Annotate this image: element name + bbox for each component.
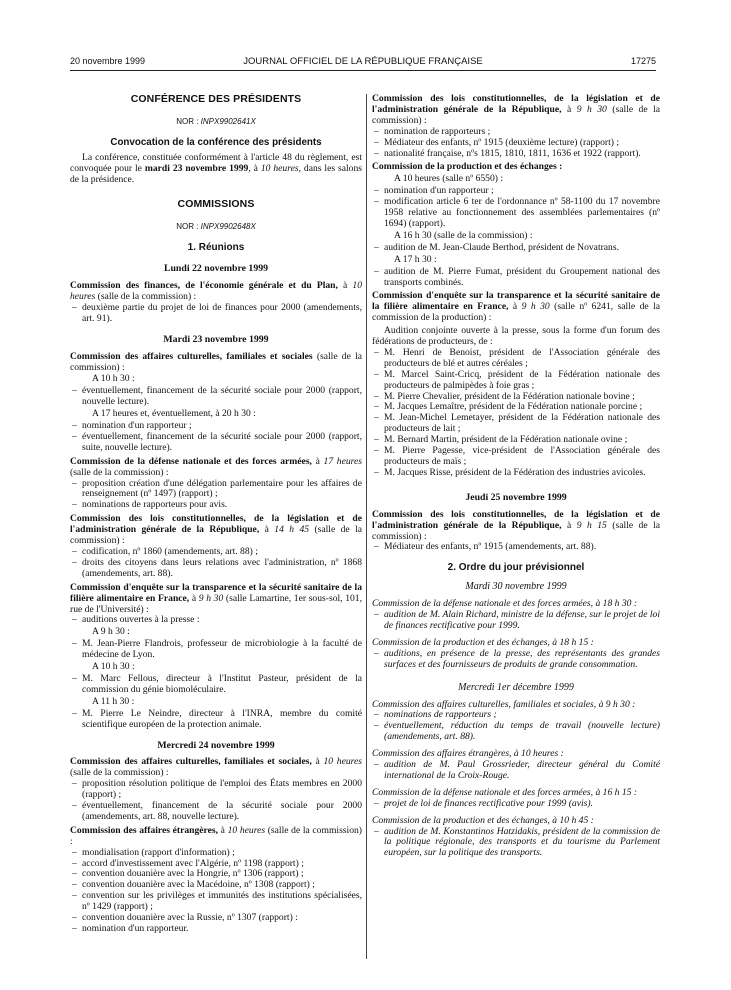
commission-entry: Commission de la production et des échanges, à 10 h 45 : xyxy=(372,814,594,826)
list-item: – M. Pierre Le Neindre, directeur à l'INRA, membre du comité scientifique européen de la protection animale. xyxy=(70,709,362,731)
commission-entry: Commission de la défense nationale et des forces armées, à 18 h 30 : xyxy=(372,598,638,610)
list-item: – audition de M. Paul Grossrieder, directeur général du Comité international de la Croix-Rouge. xyxy=(372,760,660,782)
commission-entry: Commission des finances, de l'économie générale et du Plan, à 10 heures (salle de la commission) : xyxy=(70,280,362,302)
day-heading: Mardi 23 novembre 1999 xyxy=(163,333,269,345)
commission-entry: Commission des affaires culturelles, familiales et sociales (salle de la commission) : xyxy=(70,350,362,373)
day-heading: Jeudi 25 novembre 1999 xyxy=(465,491,567,503)
time-slot: A 16 h 30 (salle de la commission) : xyxy=(394,229,533,241)
list-item: – M. Jacques Risse, président de la Fédération des industries avicoles. xyxy=(372,468,660,479)
item-list xyxy=(372,649,660,671)
list-item: – audition de M. Alain Richard, ministre de la défense, sur le projet de loi de finances rectificative pour 1999. xyxy=(372,610,660,632)
list-item: – Médiateur des enfants, nº 1915 (amendements, art. 88). xyxy=(372,542,660,553)
list-item: – convention sur les privilèges et immunités des institutions spécialisées, nº 1429 (rapport) ; xyxy=(70,891,362,913)
header-rule xyxy=(70,70,656,71)
item-list xyxy=(372,127,660,160)
time-slot: A 9 h 30 : xyxy=(92,626,130,638)
list-item: – M. Pierre Pagesse, vice-président de l'Association générale des producteurs de maïs ; xyxy=(372,446,660,468)
list-item: – codification, nº 1860 (amendements, art. 88) ; xyxy=(70,547,362,558)
item-list xyxy=(372,760,660,782)
list-item: – proposition création d'une délégation parlementaire pour les affaires de renseignement (nº 1497) (rapport) ; xyxy=(70,479,362,501)
list-item: – audition de M. Pierre Fumat, président du Groupement national des transports combinés. xyxy=(372,267,660,289)
item-list xyxy=(372,610,660,632)
list-item: – nomination de rapporteurs ; xyxy=(372,127,660,138)
list-item: – M. Jean-Michel Lemetayer, président de la Fédération nationale des producteurs de lait ; xyxy=(372,413,660,435)
page-number: 17275 xyxy=(630,56,656,66)
item-list xyxy=(70,547,362,580)
list-item: – convention douanière avec la Macédoine, nº 1308 (rapport) ; xyxy=(70,880,362,891)
commissions-title: COMMISSIONS xyxy=(177,198,255,211)
list-item: – auditions ouvertes à la presse : xyxy=(70,615,362,626)
list-item: – deuxième partie du projet de loi de finances pour 2000 (amendements, art. 91). xyxy=(70,303,362,325)
day-heading: Mercredi 24 novembre 1999 xyxy=(157,739,275,751)
list-item: – éventuellement, financement de la sécurité sociale pour 2000 (rapport, suite, nouvelle lecture). xyxy=(70,432,362,454)
list-item: – nationalité française, nºs 1815, 1810, 1811, 1636 et 1922 (rapport). xyxy=(372,149,660,160)
commission-entry: Commission des affaires étrangères, à 10 heures : xyxy=(372,748,564,760)
list-item: – M. Pierre Chevalier, président de la Fédération nationale bovine ; xyxy=(372,392,660,403)
item-list xyxy=(70,386,362,408)
list-item: – nomination d'un rapporteur ; xyxy=(372,186,660,197)
list-item: – nominations de rapporteurs pour avis. xyxy=(70,500,362,511)
list-item: – accord d'investissement avec l'Algérie, nº 1198 (rapport) ; xyxy=(70,859,362,870)
time-slot: A 10 h 30 : xyxy=(92,373,135,385)
item-list xyxy=(372,186,660,230)
item-list xyxy=(70,303,362,325)
list-item: – auditions, en présence de la presse, des représentants des grandes surfaces et des fournisseurs de produits de grande consommation. xyxy=(372,649,660,671)
commission-entry: Commission des lois constitutionnelles, de la législation et de l'administration générale de la République, à 9 h 15 (salle de la commission) : xyxy=(372,508,661,542)
item-list xyxy=(70,479,362,512)
item-list xyxy=(372,827,660,860)
commission-entry: Commission d'enquête sur la transparence et la sécurité sanitaire de la filière alimentaire en France, à 9 h 30 (salle Lamartine, 1er sous-sol, 101, rue de l'Université) : xyxy=(70,581,362,615)
header-date: 20 novembre 1999 xyxy=(70,56,146,66)
list-item: – M. Jean-Pierre Flandrois, professeur de microbiologie à la faculté de médecine de Lyon. xyxy=(70,639,362,661)
left-column xyxy=(70,94,362,935)
list-item: – audition de M. Konstantinos Hatzidakis, président de la commission de la politique régionale, des transports et du tourisme du Parlement européen, sur la politique des transports. xyxy=(372,827,660,860)
commission-entry: Commission des affaires culturelles, familiales et sociales, à 10 heures (salle de la commission) : xyxy=(70,756,362,779)
conference-text: La conférence, constituée conformément à l'article 48 du règlement, est convoquée pour le mardi 23 novembre 1999, à 10 heures, dans les salons de la présidence. xyxy=(70,151,362,185)
item-list xyxy=(372,243,660,254)
time-slot: A 17 h 30 : xyxy=(394,253,437,265)
section-reunions: 1. Réunions xyxy=(187,242,245,254)
time-slot: A 10 heures (salle nº 6550) : xyxy=(394,173,504,185)
section-ordre-du-jour: 2. Ordre du jour prévisionnel xyxy=(447,562,585,574)
time-slot: A 11 h 30 : xyxy=(92,695,135,707)
item-list xyxy=(70,779,362,823)
list-item: – droits des citoyens dans leurs relations avec l'administration, nº 1868 (amendements, art. 88). xyxy=(70,558,362,580)
list-item: – M. Marcel Saint-Cricq, président de la Fédération nationale des producteurs de palmipèdes à foie gras ; xyxy=(372,370,660,392)
list-item: – M. Jacques Lemaître, président de la Fédération nationale porcine ; xyxy=(372,402,660,413)
list-item: – M. Henri de Benoist, président de l'Association générale des producteurs de blé et autres céréales ; xyxy=(372,348,660,370)
item-list xyxy=(70,674,362,696)
item-list xyxy=(372,348,660,479)
day-heading: Mercredi 1er décembre 1999 xyxy=(458,681,574,693)
item-list xyxy=(70,709,362,731)
conference-nor: NOR : INPX9902641X xyxy=(176,116,256,126)
item-list xyxy=(372,542,660,553)
commission-entry: Commission d'enquête sur la transparence et la sécurité sanitaire de la filière alimentaire en France, à 9 h 30 (salle nº 6241, salle de la commission de la production) : xyxy=(372,290,660,324)
right-column xyxy=(372,94,660,859)
list-item: – audition de M. Jean-Claude Berthod, président de Novatrans. xyxy=(372,243,660,254)
list-item: – mondialisation (rapport d'information) ; xyxy=(70,848,362,859)
column-divider xyxy=(366,94,367,959)
commission-entry: Commission de la défense nationale et des forces armées, à 17 heures (salle de la commission) : xyxy=(70,455,363,478)
list-item: – modification article 6 ter de l'ordonnance nº 58-1100 du 17 novembre 1958 relative au fonctionnement des assemblées parlementaires (nº 1694) (rapport). xyxy=(372,197,660,230)
item-list xyxy=(372,710,660,743)
list-item: – nomination d'un rapporteur. xyxy=(70,924,362,935)
item-list xyxy=(70,615,362,626)
list-item: – convention douanière avec la Hongrie, nº 1306 (rapport) ; xyxy=(70,869,362,880)
time-slot: A 17 heures et, éventuellement, à 20 h 30 : xyxy=(92,408,256,420)
commission-entry: Commission de la production et des échanges, à 18 h 15 : xyxy=(372,636,594,648)
item-list xyxy=(372,799,660,810)
item-list xyxy=(372,267,660,289)
list-item: – éventuellement, financement de la sécurité sociale pour 2000 (rapport, nouvelle lecture). xyxy=(70,386,362,408)
list-item: – proposition résolution politique de l'emploi des États membres en 2000 (rapport) ; xyxy=(70,779,362,801)
commission-entry: Commission des affaires culturelles, familiales et sociales, à 9 h 30 : xyxy=(372,698,636,710)
day-heading: Mardi 30 novembre 1999 xyxy=(465,581,567,593)
commission-entry: Commission des affaires étrangères, à 10 heures (salle de la commission) : xyxy=(70,824,362,847)
journal-title: JOURNAL OFFICIEL DE LA RÉPUBLIQUE FRANÇAISE xyxy=(243,56,483,67)
list-item: – convention douanière avec la Russie, nº 1307 (rapport) : xyxy=(70,913,362,924)
commission-entry: Commission des lois constitutionnelles, de la législation et de l'administration générale de la République, à 14 h 45 (salle de la commission) : xyxy=(70,513,363,547)
list-item: – éventuellement, financement de la sécurité sociale pour 2000 (amendements, art. 88, nouvelle lecture). xyxy=(70,801,362,823)
day-heading: Lundi 22 novembre 1999 xyxy=(163,263,269,275)
commissions-nor: NOR : INPX9902648X xyxy=(176,222,256,232)
page-header xyxy=(70,56,656,68)
commission-entry: Commission de la production et des échanges : xyxy=(372,161,563,173)
commission-entry: Commission des lois constitutionnelles, de la législation et de l'administration générale de la République, à 9 h 30 (salle de la commission) : xyxy=(372,93,661,126)
conference-subtitle: Convocation de la conférence des présidents xyxy=(110,136,322,148)
list-item: – nominations de rapporteurs ; xyxy=(372,710,660,721)
item-list xyxy=(70,421,362,454)
list-item: – M. Marc Fellous, directeur à l'Institut Pasteur, président de la commission du génie biomoléculaire. xyxy=(70,674,362,696)
list-item: – nomination d'un rapporteur ; xyxy=(70,421,362,432)
list-item: – M. Bernard Martin, président de la Fédération nationale ovine ; xyxy=(372,435,660,446)
item-list xyxy=(70,639,362,661)
conference-title: CONFÉRENCE DES PRÉSIDENTS xyxy=(130,93,302,105)
forum-intro: Audition conjointe ouverte à la presse, sous la forme d'un forum des fédérations de producteurs, de : xyxy=(372,325,660,348)
time-slot: A 10 h 30 : xyxy=(92,661,135,673)
item-list xyxy=(70,848,362,935)
list-item: – Médiateur des enfants, nº 1915 (deuxième lecture) (rapport) ; xyxy=(372,138,660,149)
list-item: – éventuellement, réduction du temps de travail (nouvelle lecture) (amendements, art. 88). xyxy=(372,721,660,743)
commission-entry: Commission de la défense nationale et des forces armées, à 16 h 15 : xyxy=(372,786,638,798)
list-item: – projet de loi de finances rectificative pour 1999 (avis). xyxy=(372,799,660,810)
